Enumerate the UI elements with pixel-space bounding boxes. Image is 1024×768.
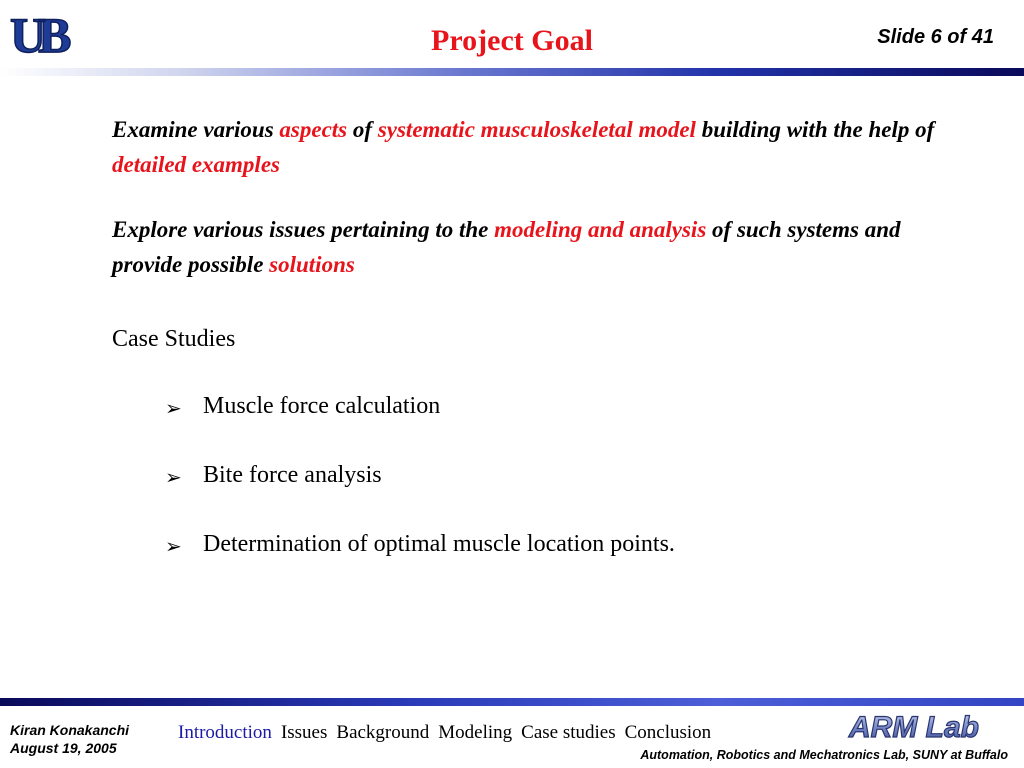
- case-studies-heading: Case Studies: [112, 326, 236, 352]
- p2-text-1: Explore various issues pertaining to the: [112, 217, 495, 242]
- goal-paragraph-2: [112, 212, 962, 282]
- p1-text-2: of: [347, 117, 378, 142]
- header-divider-bar: [0, 68, 1024, 76]
- goal-paragraph-1: [112, 112, 962, 182]
- p2-highlight-solutions: solutions: [269, 252, 355, 277]
- lab-name: Automation, Robotics and Mechatronics Lab, SUNY at Buffalo: [640, 748, 1008, 762]
- list-item-text: Determination of optimal muscle location points.: [203, 531, 675, 557]
- nav-link-modeling[interactable]: Modeling: [438, 722, 513, 743]
- p1-highlight-aspects: aspects: [279, 117, 348, 142]
- list-item-text: Muscle force calculation: [203, 393, 441, 419]
- case-studies-list: [165, 393, 675, 600]
- nav-link-issues[interactable]: Issues: [280, 722, 328, 743]
- p1-highlight-examples: detailed examples: [112, 152, 280, 177]
- p1-text-3: building with the help of: [695, 117, 935, 142]
- arm-lab-logo-text: ARM Lab: [849, 711, 979, 743]
- arm-lab-logo-icon: [843, 709, 1003, 743]
- author-info: [10, 721, 129, 757]
- slide-title: Project Goal: [431, 24, 593, 57]
- nav-link-background[interactable]: Background: [336, 722, 430, 743]
- arrow-bullet-icon: ➢: [165, 534, 182, 558]
- p2-text-2: of such systems and provide possible: [112, 217, 901, 277]
- list-item: [165, 393, 675, 462]
- p1-text-1: Examine various: [112, 117, 280, 142]
- presentation-date: August 19, 2005: [10, 740, 117, 756]
- p2-highlight-modeling: modeling and analysis: [494, 217, 707, 242]
- list-item: [165, 531, 675, 600]
- list-item-text: Bite force analysis: [203, 462, 382, 488]
- arrow-bullet-icon: ➢: [165, 465, 182, 489]
- arrow-bullet-icon: ➢: [165, 396, 182, 420]
- nav-link-case-studies[interactable]: Case studies: [521, 722, 616, 743]
- p1-highlight-model: systematic musculoskeletal model: [377, 117, 696, 142]
- nav-link-introduction[interactable]: Introduction: [178, 722, 272, 743]
- slide-number: Slide 6 of 41: [877, 26, 994, 48]
- nav-link-conclusion[interactable]: Conclusion: [624, 722, 712, 743]
- goal-content: [112, 112, 962, 282]
- section-nav: [178, 722, 711, 744]
- ub-logo-text: UB: [10, 8, 64, 58]
- author-name: Kiran Konakanchi: [10, 722, 130, 738]
- list-item: [165, 462, 675, 531]
- footer-divider-bar: [0, 698, 1024, 706]
